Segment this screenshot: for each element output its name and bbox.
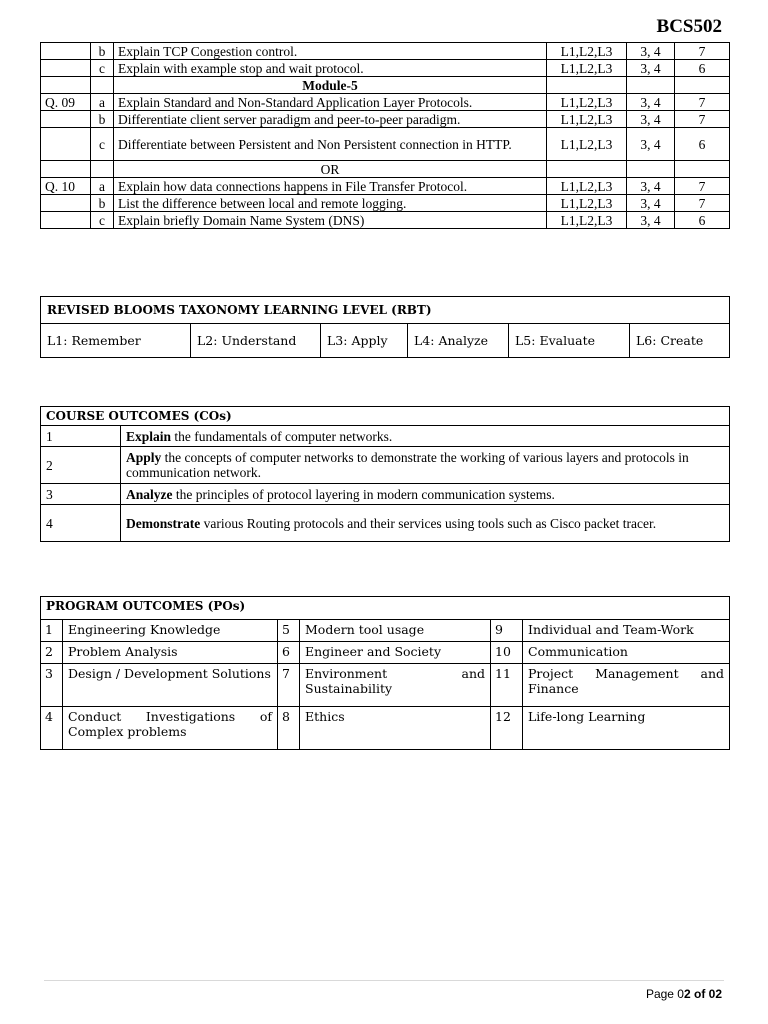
co-description: the principles of protocol layering in modern communication systems. (172, 486, 555, 502)
po-row (41, 707, 730, 750)
po-label: Project Management and Finance (523, 664, 730, 707)
po-label: Individual and Team-Work (523, 620, 730, 642)
co-verb: Apply (126, 450, 162, 465)
question-number (41, 60, 91, 77)
question-number (41, 43, 91, 60)
question-row (41, 43, 730, 60)
empty-cell (91, 161, 114, 178)
po-row (41, 664, 730, 707)
co-text (121, 426, 730, 447)
sub-question-label: b (91, 195, 114, 212)
question-number (41, 212, 91, 229)
marks: 7 (675, 195, 730, 212)
or-label: OR (114, 161, 547, 178)
program-outcomes-table (40, 596, 730, 750)
po-number: 6 (278, 642, 300, 664)
course-outcome: 3, 4 (627, 43, 675, 60)
po-number: 12 (491, 707, 523, 750)
po-title: PROGRAM OUTCOMES (POs) (41, 597, 730, 620)
sub-question-label: b (91, 111, 114, 128)
co-description: the concepts of computer networks to demonstrate the working of various layers and protocols in communication network. (126, 450, 689, 480)
rbt-level: L6: Create (630, 324, 730, 358)
question-row (41, 94, 730, 111)
marks: 7 (675, 178, 730, 195)
po-label: Environment and Sustainability (300, 664, 491, 707)
question-number: Q. 09 (41, 94, 91, 111)
module-label-row (41, 77, 730, 94)
po-number: 5 (278, 620, 300, 642)
question-number (41, 195, 91, 212)
question-number: Q. 10 (41, 178, 91, 195)
co-description: various Routing protocols and their services using tools such as Cisco packet tracer. (200, 515, 657, 531)
co-text (121, 505, 730, 542)
empty-cell (675, 161, 730, 178)
question-row (41, 178, 730, 195)
po-number: 11 (491, 664, 523, 707)
po-label: Modern tool usage (300, 620, 491, 642)
rbt-levels: L1,L2,L3 (547, 94, 627, 111)
po-label: Engineer and Society (300, 642, 491, 664)
co-verb: Demonstrate (126, 515, 201, 531)
co-verb: Explain (126, 428, 172, 444)
co-title: COURSE OUTCOMES (COs) (41, 407, 730, 426)
marks: 7 (675, 43, 730, 60)
empty-cell (627, 77, 675, 94)
question-number (41, 128, 91, 161)
rbt-levels: L1,L2,L3 (547, 212, 627, 229)
co-number: 2 (41, 447, 121, 484)
course-outcome: 3, 4 (627, 111, 675, 128)
rbt-title: REVISED BLOOMS TAXONOMY LEARNING LEVEL (RBT) (41, 297, 730, 324)
marks: 7 (675, 94, 730, 111)
po-number: 10 (491, 642, 523, 664)
course-outcome: 3, 4 (627, 212, 675, 229)
po-number: 3 (41, 664, 63, 707)
rbt-levels: L1,L2,L3 (547, 60, 627, 77)
question-text: List the difference between local and remote logging. (114, 195, 547, 212)
sub-question-label: a (91, 178, 114, 195)
rbt-level: L4: Analyze (408, 324, 509, 358)
empty-cell (91, 77, 114, 94)
co-text (121, 447, 730, 484)
po-row (41, 642, 730, 664)
po-label: Ethics (300, 707, 491, 750)
po-label: Design / Development Solutions (63, 664, 278, 707)
rbt-levels: L1,L2,L3 (547, 43, 627, 60)
rbt-levels: L1,L2,L3 (547, 178, 627, 195)
or-label-row (41, 161, 730, 178)
rbt-level: L1: Remember (41, 324, 191, 358)
sub-question-label: c (91, 212, 114, 229)
footer-page: 2 of 02 (683, 987, 722, 1001)
rbt-levels: L1,L2,L3 (547, 111, 627, 128)
question-row (41, 111, 730, 128)
module-label: Module-5 (114, 77, 547, 94)
empty-cell (41, 161, 91, 178)
co-number: 1 (41, 426, 121, 447)
footer-prefix: Page 0 (645, 987, 684, 1001)
rbt-levels: L1,L2,L3 (547, 128, 627, 161)
co-number: 4 (41, 505, 121, 542)
empty-cell (547, 161, 627, 178)
po-number: 2 (41, 642, 63, 664)
po-number: 7 (278, 664, 300, 707)
empty-cell (675, 77, 730, 94)
course-outcome: 3, 4 (627, 60, 675, 77)
question-row (41, 195, 730, 212)
rbt-level: L2: Understand (191, 324, 321, 358)
po-number: 1 (41, 620, 63, 642)
course-outcome: 3, 4 (627, 94, 675, 111)
rbt-level: L3: Apply (321, 324, 408, 358)
course-outcome: 3, 4 (627, 128, 675, 161)
question-text: Differentiate client server paradigm and peer-to-peer paradigm. (114, 111, 547, 128)
po-label: Engineering Knowledge (63, 620, 278, 642)
sub-question-label: c (91, 128, 114, 161)
rbt-level: L5: Evaluate (509, 324, 630, 358)
course-outcomes-table (40, 406, 730, 542)
marks: 6 (675, 60, 730, 77)
page-footer (646, 987, 722, 1001)
course-outcome: 3, 4 (627, 178, 675, 195)
po-number: 8 (278, 707, 300, 750)
po-label: Communication (523, 642, 730, 664)
question-table (40, 42, 730, 229)
course-outcome: 3, 4 (627, 195, 675, 212)
po-number: 4 (41, 707, 63, 750)
sub-question-label: a (91, 94, 114, 111)
sub-question-label: c (91, 60, 114, 77)
marks: 6 (675, 128, 730, 161)
course-code: BCS502 (656, 16, 722, 37)
rbt-table (40, 296, 730, 358)
question-text: Explain how data connections happens in File Transfer Protocol. (114, 178, 547, 195)
sub-question-label: b (91, 43, 114, 60)
question-row (41, 128, 730, 161)
po-label: Problem Analysis (63, 642, 278, 664)
po-label: Life-long Learning (523, 707, 730, 750)
po-label: Conduct Investigations of Complex problems (63, 707, 278, 750)
footer-divider (44, 980, 724, 981)
rbt-levels: L1,L2,L3 (547, 195, 627, 212)
question-text: Explain TCP Congestion control. (114, 43, 547, 60)
question-number (41, 111, 91, 128)
co-row (41, 505, 730, 542)
co-description: the fundamentals of computer networks. (171, 428, 393, 444)
po-row (41, 620, 730, 642)
co-row (41, 447, 730, 484)
empty-cell (41, 77, 91, 94)
question-text: Explain briefly Domain Name System (DNS) (114, 212, 547, 229)
co-number: 3 (41, 484, 121, 505)
question-text: Explain with example stop and wait protocol. (114, 60, 547, 77)
co-row (41, 426, 730, 447)
empty-cell (547, 77, 627, 94)
question-row (41, 60, 730, 77)
question-text: Explain Standard and Non-Standard Application Layer Protocols. (114, 94, 547, 111)
marks: 7 (675, 111, 730, 128)
co-text (121, 484, 730, 505)
co-row (41, 484, 730, 505)
question-row (41, 212, 730, 229)
po-number: 9 (491, 620, 523, 642)
question-text: Differentiate between Persistent and Non Persistent connection in HTTP. (114, 128, 547, 161)
marks: 6 (675, 212, 730, 229)
empty-cell (627, 161, 675, 178)
co-verb: Analyze (126, 486, 173, 502)
